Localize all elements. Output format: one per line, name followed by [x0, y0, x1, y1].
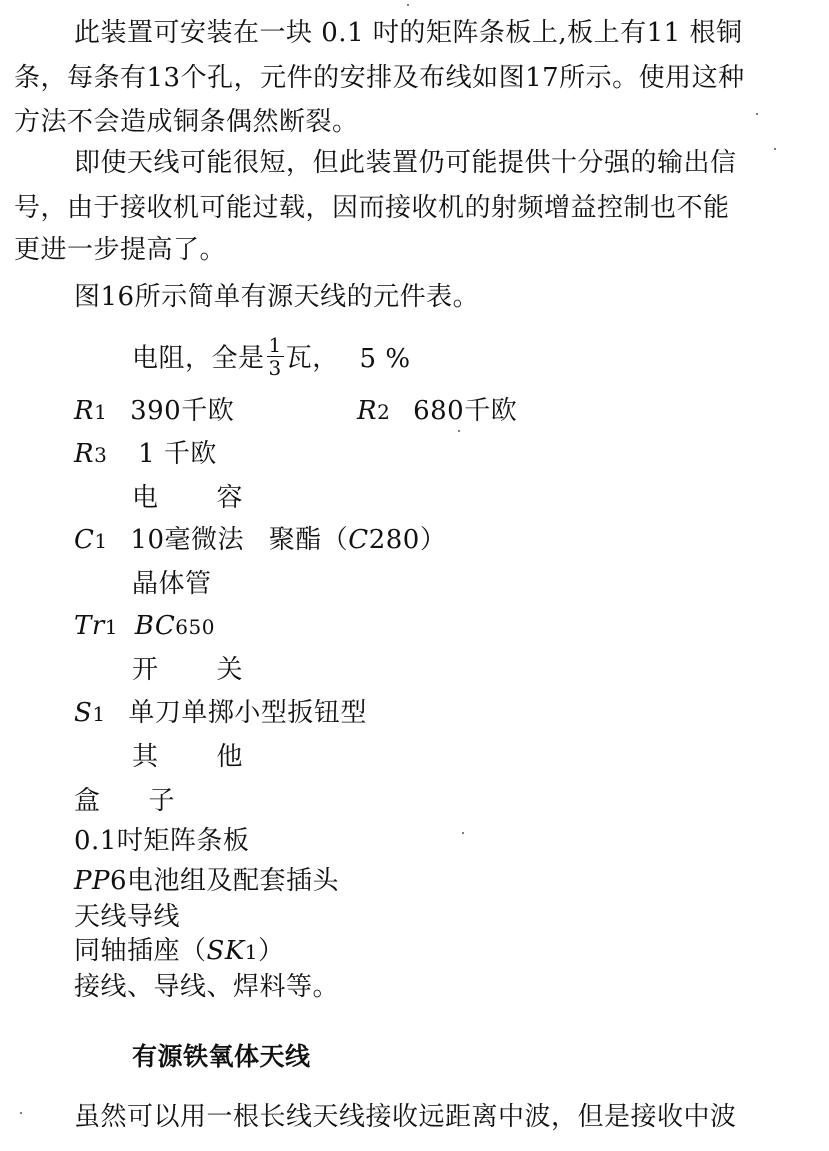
tr1-value-number: 650 — [175, 615, 215, 639]
r3-value: 1 千欧 — [138, 439, 217, 469]
scan-speck — [458, 430, 460, 432]
socket-close: ） — [258, 936, 285, 966]
scan-speck — [462, 832, 464, 834]
r1-number: 1 — [94, 400, 108, 424]
transistors-heading: 晶体管 — [132, 569, 212, 599]
r2-number: 2 — [377, 400, 391, 424]
switches-heading — [132, 653, 243, 687]
other-heading-char-1: 其 — [132, 742, 159, 772]
c1-number: 1 — [94, 529, 108, 553]
socket-letters: SK — [206, 936, 245, 966]
r2-letter: R — [357, 396, 378, 426]
paragraph-2-line-1: 即使天线可能很短，但此装置仍可能提供十分强的输出信 — [74, 148, 737, 178]
tr1-value — [135, 611, 215, 641]
capacitors-heading-char-2: 容 — [216, 483, 244, 513]
part-misc: 接线、导线、焊料等。 — [74, 972, 340, 1002]
resistors-heading-text: 电阻，全是 — [132, 343, 265, 374]
tr1-letter: Tr — [74, 611, 105, 641]
part-coax-socket — [74, 934, 285, 969]
part-matrix-board: 0.1吋矩阵条板 — [74, 826, 250, 856]
c1-type-close: ） — [419, 525, 447, 555]
paragraph-2-line-3: 更进一步提高了。 — [14, 235, 227, 265]
switches-heading-char-2: 关 — [216, 655, 244, 685]
switches-heading-char-1: 开 — [132, 655, 159, 685]
part-battery — [74, 864, 339, 898]
resistors-unit: 瓦， — [285, 343, 339, 374]
r2-value: 680千欧 — [413, 396, 518, 426]
r3-letter: R — [74, 439, 95, 469]
box-char-2: 子 — [148, 786, 176, 816]
paragraph-1-line-3: 方法不会造成铜条偶然断裂。 — [14, 107, 359, 137]
fraction-denominator: 3 — [268, 356, 282, 380]
scan-speck — [774, 148, 776, 150]
c1-type — [269, 525, 447, 555]
fraction-numerator: 1 — [268, 333, 282, 357]
box-char-1: 盒 — [74, 786, 101, 816]
s1-letter: S — [74, 698, 93, 728]
s1-value: 单刀单掷小型扳钮型 — [128, 698, 367, 728]
c1-type-text: 聚酯（ — [268, 525, 349, 555]
part-r1 — [74, 394, 234, 429]
paragraph-1-line-1: 此装置可安装在一块 0.1 吋的矩阵条板上,板上有11 根铜 — [74, 18, 743, 48]
other-heading-char-2: 他 — [216, 742, 244, 772]
resistors-tolerance: 5 % — [359, 343, 411, 374]
part-tr1 — [74, 609, 215, 644]
r3-number: 3 — [94, 443, 108, 467]
scan-speck — [20, 1112, 22, 1114]
scan-speck — [756, 113, 758, 115]
battery-description: 6电池组及配套插头 — [110, 866, 340, 896]
c1-type-letter: C — [348, 525, 369, 555]
capacitors-heading — [132, 481, 243, 515]
s1-number: 1 — [92, 702, 106, 726]
battery-letters: PP — [74, 866, 110, 896]
resistors-heading — [132, 333, 411, 382]
c1-value: 10毫微法 — [130, 525, 244, 555]
part-r2 — [357, 394, 517, 429]
scan-speck — [407, 4, 409, 6]
paragraph-2-line-2: 号，由于接收机可能过载，因而接收机的射频增益控制也不能 — [14, 193, 730, 223]
other-heading — [132, 740, 243, 774]
r1-letter: R — [74, 396, 95, 426]
capacitors-heading-char-1: 电 — [132, 483, 159, 513]
part-antenna-wire: 天线导线 — [74, 902, 181, 932]
tr1-value-letters: BC — [134, 611, 176, 641]
part-c1 — [74, 523, 446, 558]
socket-number: 1 — [244, 940, 258, 964]
section-first-line: 虽然可以用一根长线天线接收远距离中波，但是接收中波 — [74, 1102, 737, 1132]
power-fraction — [267, 334, 284, 379]
part-box — [74, 784, 175, 818]
paragraph-1-line-2: 条，每条有13个孔，元件的安排及布线如图17所示。使用这种 — [14, 63, 745, 93]
part-r3 — [74, 437, 217, 472]
part-s1 — [74, 696, 367, 731]
tr1-number: 1 — [104, 615, 119, 639]
paragraph-3-line-1: 图16所示简单有源天线的元件表。 — [74, 282, 480, 312]
section-heading: 有源铁氧体天线 — [132, 1042, 311, 1071]
c1-type-number: 280 — [368, 525, 420, 555]
r1-value: 390千欧 — [130, 396, 235, 426]
c1-letter: C — [74, 525, 95, 555]
socket-text: 同轴插座（ — [74, 936, 207, 966]
